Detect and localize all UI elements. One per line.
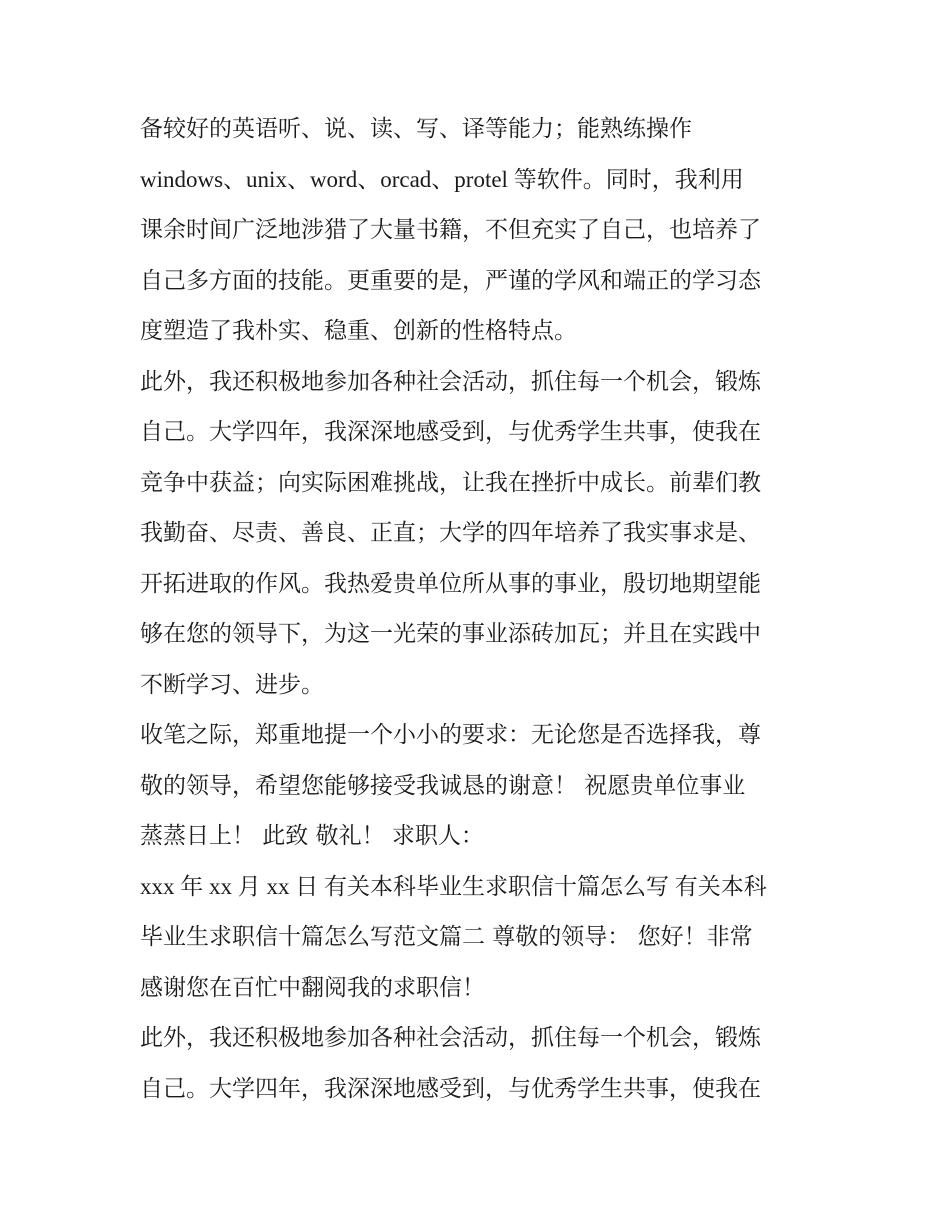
text-line: 不断学习、进步。 (140, 671, 324, 698)
text-line: 自己。大学四年，我深深地感受到，与优秀学生共事，使我在 (140, 1075, 761, 1102)
text-line: 课余时间广泛地涉猎了大量书籍，不但充实了自己，也培养了 (140, 217, 761, 243)
text-line: 我勤奋、尽责、善良、正直；大学的四年培养了我实事求是、 (140, 520, 761, 546)
text-line: 感谢您在百忙中翻阅我的求职信！ (140, 974, 485, 1001)
text-line: 此外，我还积极地参加各种社会活动，抓住每一个机会，锻炼 (140, 368, 761, 395)
text-line: 备较好的英语听、说、读、写、译等能力；能熟练操作 (140, 116, 692, 142)
text-line: 蒸蒸日上！ 此致 敬礼！ 求职人： (140, 823, 484, 849)
text-line: 自己多方面的技能。更重要的是，严谨的学风和端正的学习态 (140, 267, 761, 294)
text-line: 收笔之际，郑重地提一个小小的要求：无论您是否选择我，尊 (140, 722, 761, 748)
text-line: 开拓进取的作风。我热爱贵单位所从事的事业，殷切地期望能 (140, 570, 761, 597)
text-line: 此外，我还积极地参加各种社会活动，抓住每一个机会，锻炼 (140, 1025, 761, 1051)
text-line: 度塑造了我朴实、稳重、创新的性格特点。 (140, 318, 577, 344)
text-line: windows、unix、word、orcad、protel 等软件。同时，我利用 (140, 166, 744, 192)
text-line: xxx 年 xx 月 xx 日 有关本科毕业生求职信十篇怎么写 有关本科 (140, 873, 767, 899)
body-text (140, 104, 820, 1114)
text-line: 自己。大学四年，我深深地感受到，与优秀学生共事，使我在 (140, 419, 761, 445)
text-line: 敬的领导，希望您能够接受我诚恳的谢意！ 祝愿贵单位事业 (140, 772, 746, 799)
text-line: 竞争中获益；向实际困难挑战，让我在挫折中成长。前辈们教 (140, 469, 761, 496)
text-line: 毕业生求职信十篇怎么写范文篇二 尊敬的领导： 您好！非常 (140, 924, 753, 950)
text-line: 够在您的领导下，为这一光荣的事业添砖加瓦；并且在实践中 (140, 621, 761, 647)
